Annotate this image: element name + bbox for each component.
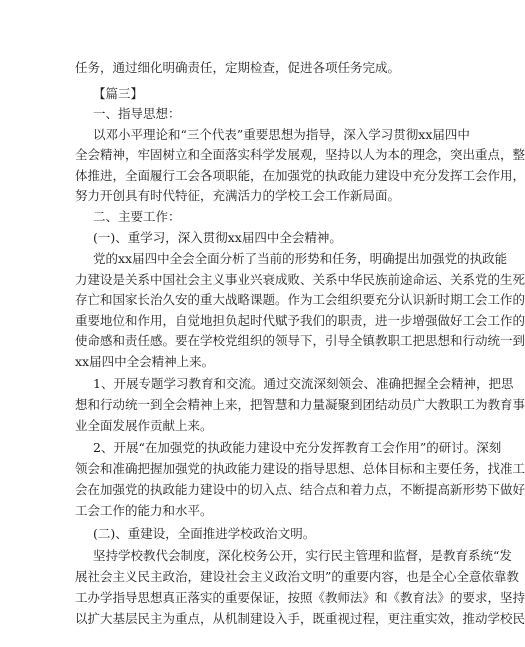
text-line: 以扩大基层民主为重点，从机制建设入手，既重视过程，更注重实效，推动学校民	[75, 611, 525, 626]
text-line: 重要地位和作用，自觉地担负起时代赋予我们的职责，进一步增强做好工会工作的	[75, 313, 525, 328]
subheading: (一)、重学习，深入贯彻xx届四中全会精神。	[93, 230, 342, 245]
text-line: xx届四中全会精神上来。	[75, 354, 215, 369]
text-line: 2、开展“在加强党的执政能力建设中充分发挥教育工会作用”的研讨。深刻	[93, 440, 502, 455]
text-line: 存亡和国家长治久安的重大战略课题。作为工会组织要充分认识新时期工会工作的	[75, 292, 525, 307]
subheading: (二)、重建设，全面推进学校政治文明。	[93, 526, 316, 541]
text-line: 工会工作的能力和水平。	[75, 503, 213, 518]
text-line: 努力开创具有时代特征，充满活力的学校工会工作新局面。	[75, 188, 401, 203]
text-line: 使命感和责任感。要在学校党组织的领导下，引导全镇教职工把思想和行动统一到	[75, 333, 525, 348]
text-line: 体推进，全面履行工会各项职能，在加强党的执政能力建设中充分发挥工会作用，	[75, 168, 525, 183]
text-line: 1、开展专题学习教育和交流。通过交流深刻领会、准确把握全会精神，把思	[93, 376, 514, 391]
section-heading: 【篇三】	[93, 86, 144, 101]
text-line: 全会精神，牢固树立和全面落实科学发展观，坚持以人为本的理念，突出重点，整	[75, 147, 525, 162]
text-line: 业全面发展作贡献上来。	[75, 418, 213, 433]
subheading: 一、指导思想：	[93, 106, 181, 121]
text-line: 展社会主义民主政治，建设社会主义政治文明”的重要内容，也是全心全意依靠教	[75, 569, 519, 584]
text-line: 会在加强党的执政能力建设中的切入点、结合点和着力点，不断提高新形势下做好	[75, 482, 525, 497]
text-line: 任务，通过细化明确责任，定期检查，促进各项任务完成。	[75, 60, 401, 75]
text-line: 以邓小平理论和“三个代表”重要思想为指导，深入学习贯彻xx届四中	[93, 127, 470, 142]
text-line: 工办学指导思想真正落实的重要保证，按照《教师法》和《教育法》的要求，坚持	[75, 590, 525, 605]
text-line: 想和行动统一到全会精神上来，把智慧和力量凝聚到团结动员广大教职工为教育事	[75, 397, 525, 412]
text-line: 力建设是关系中国社会主义事业兴衰成败、关系中华民族前途命运、关系党的生死	[75, 272, 525, 287]
text-line: 领会和准确把握加强党的执政能力建设的指导思想、总体目标和主要任务，找准工	[75, 461, 525, 476]
text-line: 坚持学校教代会制度，深化校务公开，实行民主管理和监督，是教育系统“发	[93, 548, 512, 563]
text-line: 党的xx届四中全会全面分析了当前的形势和任务，明确提出加强党的执政能	[93, 251, 508, 266]
subheading: 二、主要工作：	[93, 209, 181, 224]
